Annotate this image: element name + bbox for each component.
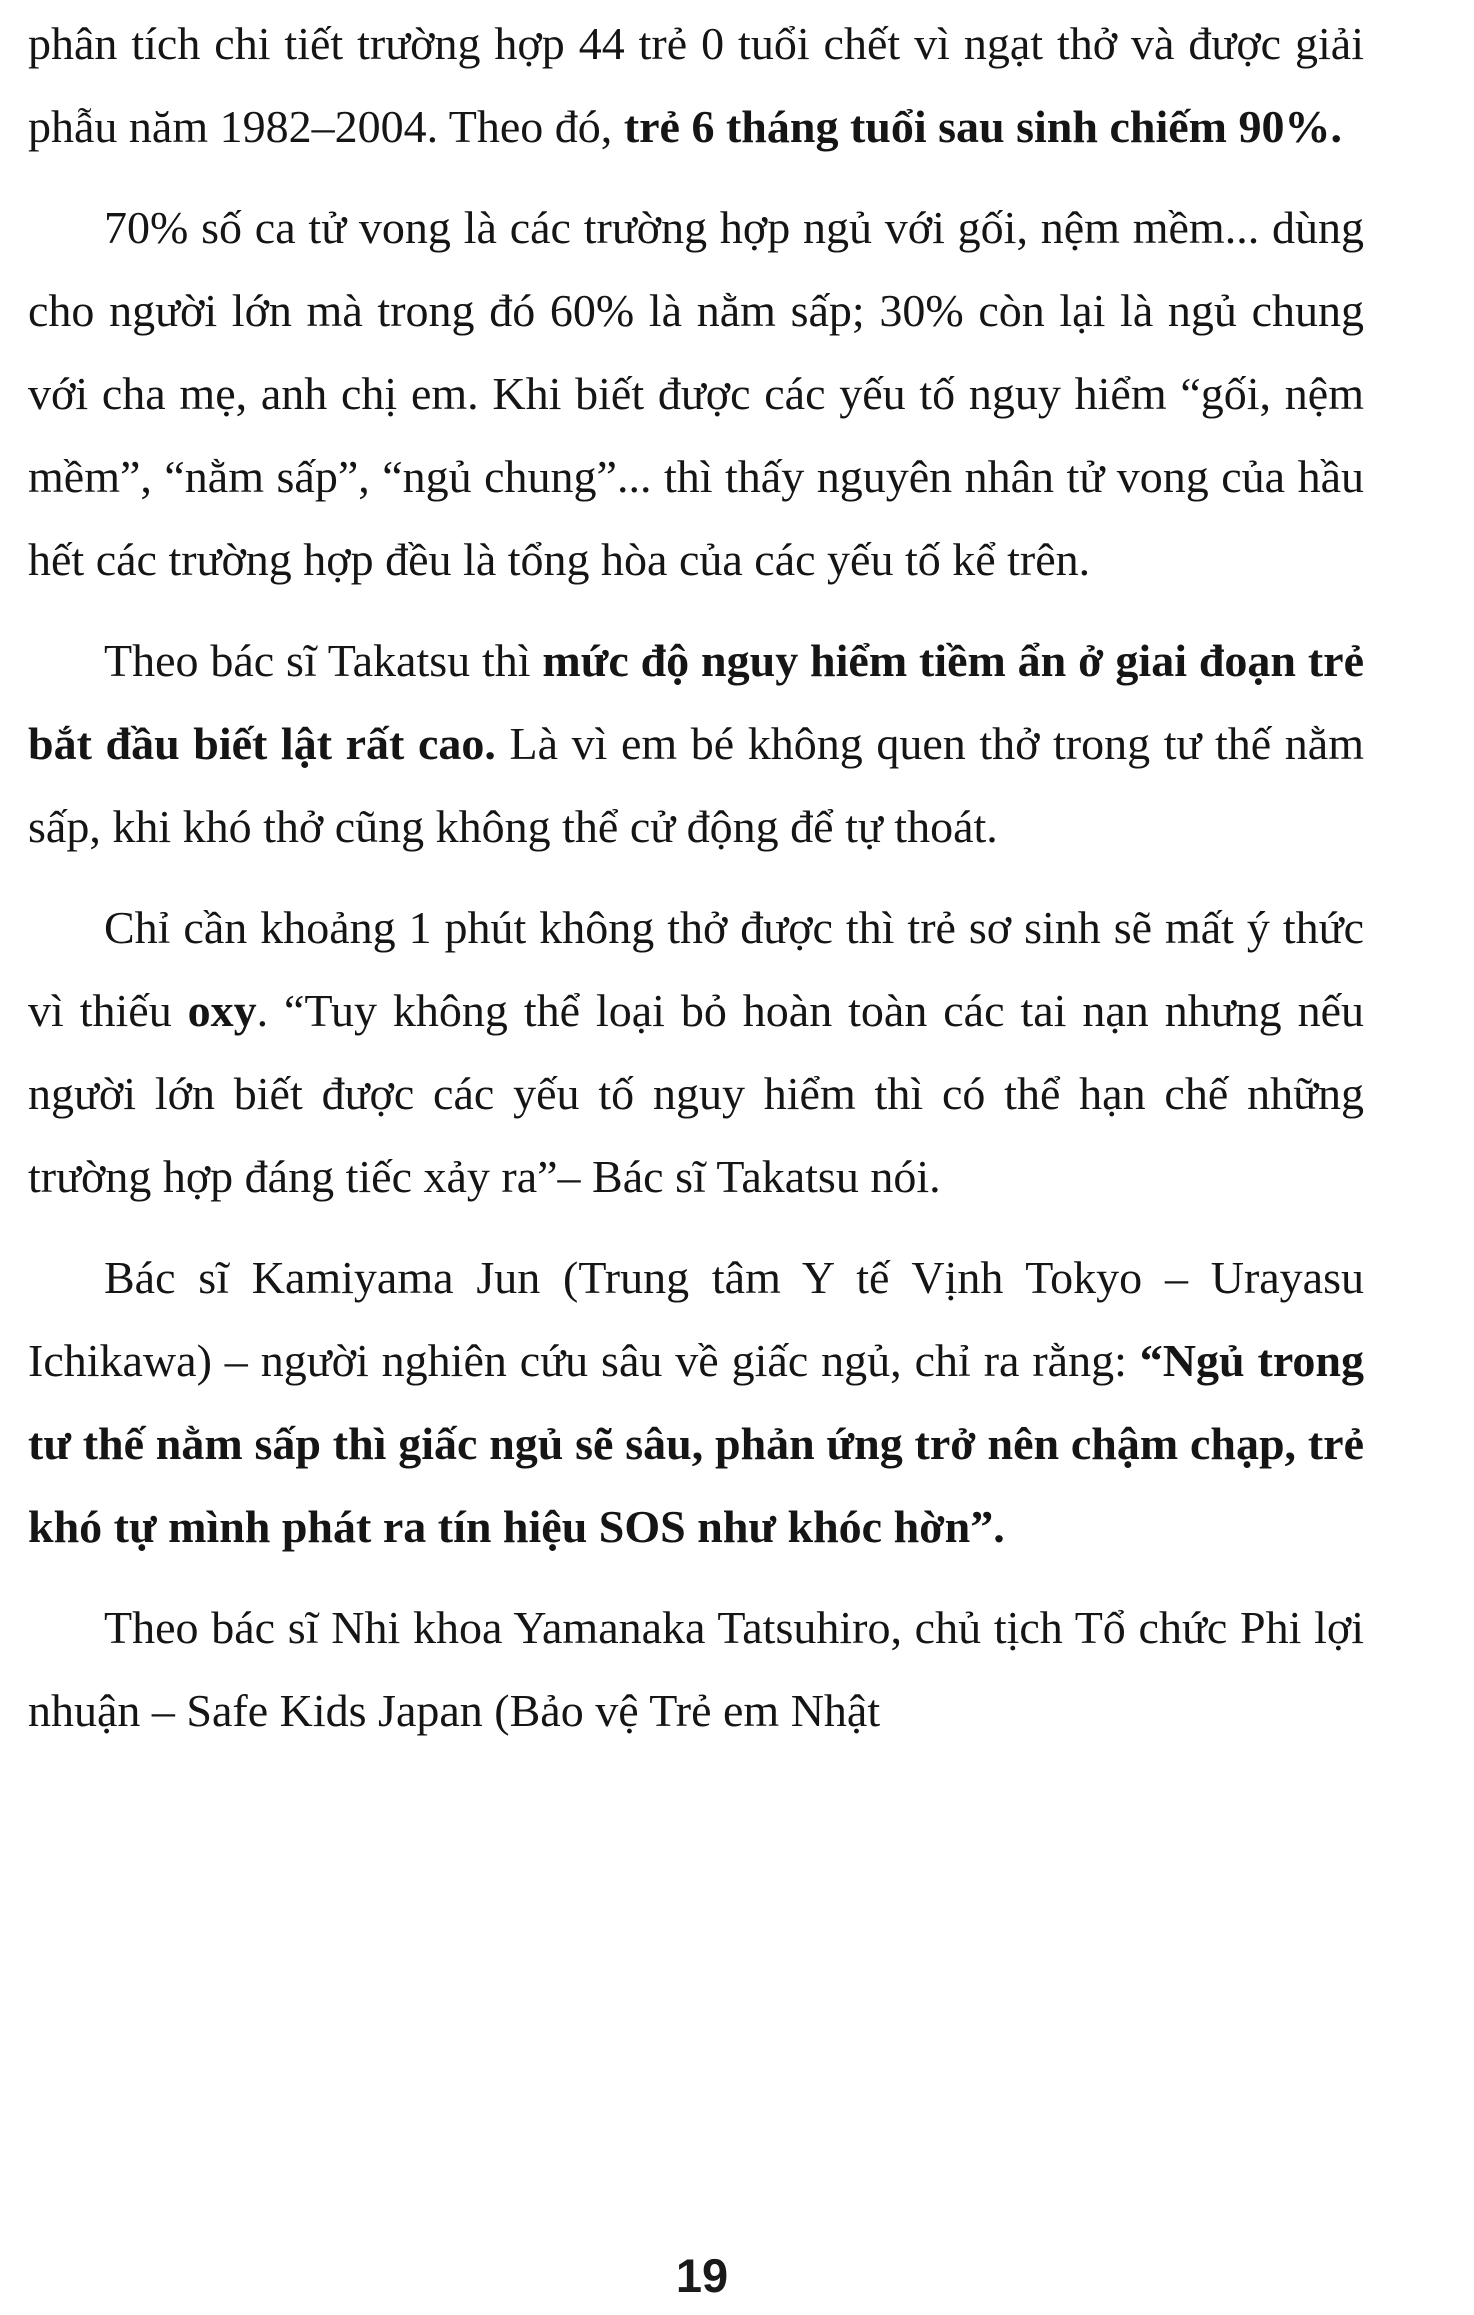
text-segment: . “Tuy không thể loại bỏ hoàn toàn các tai nạn nhưng nếu người lớn biết được các yếu tố nguy hiểm thì có thể hạn chế những trường hợp đáng tiếc xảy ra”– Bác sĩ Takatsu nói.	[28, 985, 1364, 1202]
text-segment-bold: oxy	[187, 985, 257, 1036]
paragraph	[28, 186, 1364, 601]
text-segment: Bác sĩ Kamiyama Jun (Trung tâm Y tế Vịnh Tokyo – Urayasu Ichikawa) – người nghiên cứu sâu về giấc ngủ, chỉ ra rằng:	[28, 1252, 1364, 1386]
paragraph	[28, 619, 1364, 868]
text-segment-bold: “Ngủ trong tư thế nằm sấp thì giấc ngủ sẽ sâu, phản ứng trở nên chậm chạp, trẻ khó tự mình phát ra tín hiệu SOS như khóc hờn”.	[28, 1335, 1364, 1552]
text-segment: phân tích chi tiết trường hợp 44 trẻ 0 tuổi chết vì ngạt thở và được giải phẫu năm 1982–2004. Theo đó,	[28, 18, 1364, 152]
text-segment-bold: trẻ 6 tháng tuổi sau sinh chiếm 90%.	[623, 101, 1342, 152]
text-segment: 70% số ca tử vong là các trường hợp ngủ với gối, nệm mềm... dùng cho người lớn mà trong đó 60% là nằm sấp; 30% còn lại là ngủ chung với cha mẹ, anh chị em. Khi biết được các yếu tố nguy hiểm “gối, nệm mềm”, “nằm sấp”, “ngủ chung”... thì thấy nguyên nhân tử vong của hầu hết các trường hợp đều là tổng hòa của các yếu tố kể trên.	[28, 202, 1364, 585]
paragraph	[28, 886, 1364, 1218]
text-block	[28, 2, 1364, 1770]
text-segment: Chỉ cần khoảng 1 phút không thở được thì trẻ sơ sinh sẽ mất ý thức vì thiếu	[28, 902, 1364, 1036]
text-segment: Theo bác sĩ Takatsu thì	[104, 635, 543, 686]
text-segment-bold: mức độ nguy hiểm tiềm ẩn ở giai đoạn trẻ bắt đầu biết lật rất cao.	[28, 635, 1364, 769]
text-segment: Theo bác sĩ Nhi khoa Yamanaka Tatsuhiro, chủ tịch Tổ chức Phi lợi nhuận – Safe Kids Japan (Bảo vệ Trẻ em Nhật	[28, 1602, 1364, 1736]
paragraph	[28, 1236, 1364, 1568]
paragraph	[28, 2, 1364, 168]
page-number: 19	[675, 2249, 729, 2302]
text-segment: Là vì em bé không quen thở trong tư thế nằm sấp, khi khó thở cũng không thể cử động để tự thoát.	[28, 718, 1365, 852]
paragraph	[28, 1586, 1364, 1752]
